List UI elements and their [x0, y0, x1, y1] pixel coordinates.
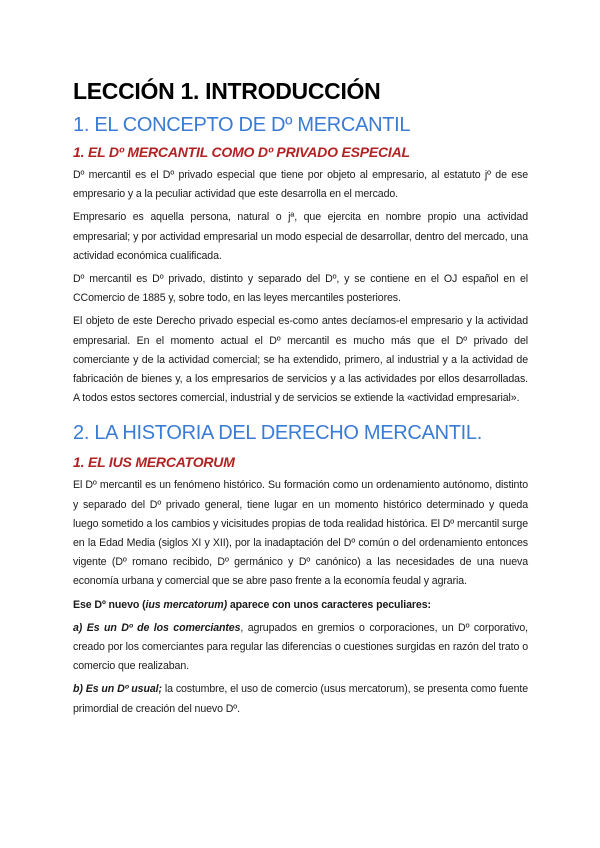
list-item-b	[73, 680, 528, 718]
paragraph: Dº mercantil es Dº privado, distinto y separado del Dº, y se contiene en el OJ español en el CComercio de 1885 y, sobre todo, en las leyes mercantiles posteriores.	[73, 273, 528, 305]
item-b-text: la costumbre, el uso de comercio (usus mercatorum), se presenta como fuente primordial de creación del nuevo Dº.	[73, 683, 528, 715]
item-a-lead: a) Es un Dº de los comerciantes	[73, 621, 241, 634]
section-1-subheading: 1. EL Dº MERCANTIL COMO Dº PRIVADO ESPECIAL	[73, 144, 410, 160]
section-1-heading: 1. EL CONCEPTO DE Dº MERCANTIL	[73, 114, 411, 136]
paragraph: Empresario es aquella persona, natural o jª, que ejercita en nombre propio una actividad empresarial; y por actividad empresarial un modo especial de desarrollar, dentro del mercado, una actividad económica cualificada.	[73, 211, 528, 262]
paragraph: Dº mercantil es el Dº privado especial que tiene por objeto al empresario, al estatuto jº de ese empresario y a la peculiar actividad que este desarrolla en el mercado.	[73, 169, 528, 201]
lesson-title: LECCIÓN 1. INTRODUCCIÓN	[73, 78, 381, 104]
paragraph: El Dº mercantil es un fenómeno histórico. Su formación como un ordenamiento autónomo, distinto y separado del Dº privado general, tiene lugar en un momento histórico determinado y queda luego sometido a los cambios y vicisitudes propias de toda realidad histórica. El Dº mercantil surge en la Edad Media (siglos XI y XII), por la inadaptación del Dº común o del ordenamiento entonces vigente (Dº romano recibido, Dº germánico y Dº canónico) a las necesidades de una nueva economía urbana y comercial que se abre paso frente a la economía feudal y agraria.	[73, 479, 528, 588]
item-b-lead: b) Es un Dº usual;	[73, 683, 162, 696]
intro-bold-a: Ese Dº nuevo (	[73, 598, 146, 611]
document-page	[73, 78, 528, 723]
section-2-heading: 2. LA HISTORIA DEL DERECHO MERCANTIL.	[73, 422, 483, 445]
intro-line	[73, 596, 528, 615]
list-item-a	[73, 619, 528, 677]
paragraph: El objeto de este Derecho privado especial es-como antes decíamos-el empresario y la actividad empresarial. En el momento actual el Dº mercantil es mucho más que el Dº privado del comerciante y de la actividad comercial; se ha extendido, primero, al industrial y a la actividad de fabricación de bienes y, a los empresarios de servicios y a las actividades por ellos desarrolladas. A todos estos sectores comercial, industrial y de servicios se extiende la «actividad empresarial».	[73, 315, 528, 405]
item-a-text: , agrupados en gremios o corporaciones, un Dº corporativo, creado por los comerciantes para regular las diferencias o cuestiones surgidas en razón del trato o comercio que realizaban.	[73, 621, 529, 673]
intro-bold-italic: ius mercatorum)	[145, 598, 228, 611]
section-2-subheading: 1. EL IUS MERCATORUM	[73, 454, 235, 471]
intro-bold-b: aparece con unos caracteres peculiares:	[227, 598, 431, 611]
